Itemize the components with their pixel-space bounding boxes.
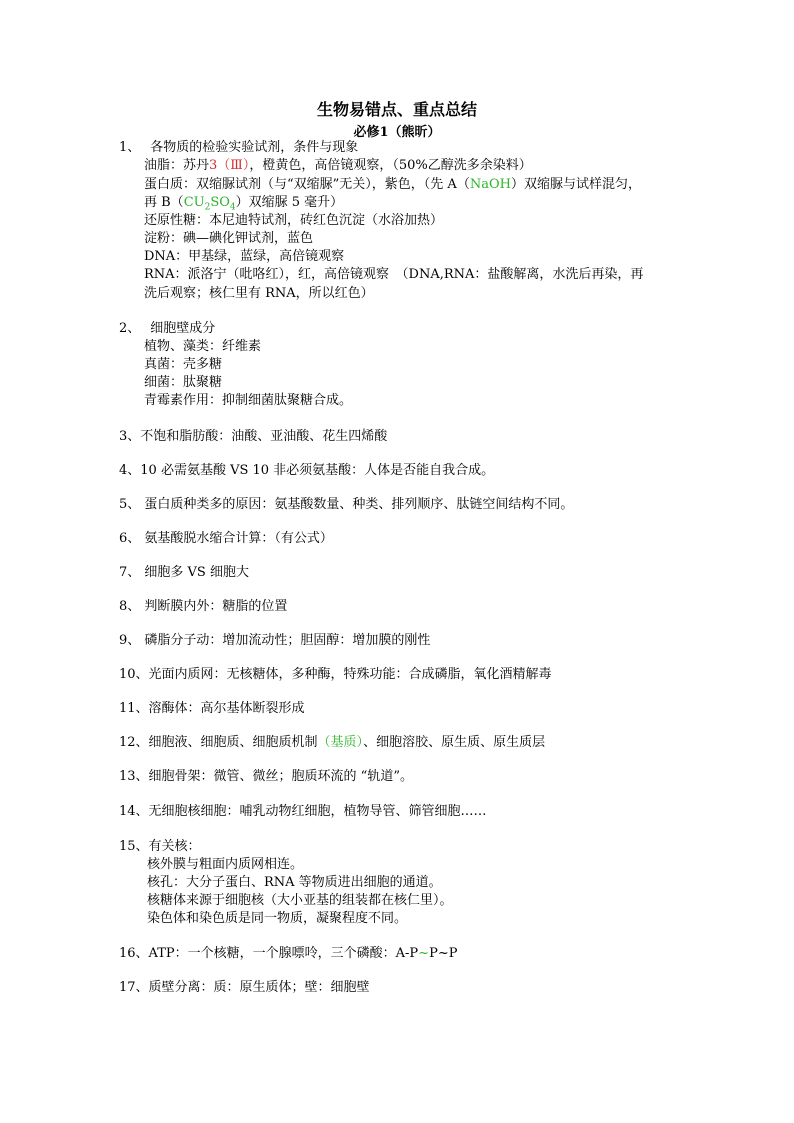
item-12-text-rest: 、细胞溶胶、原生质、原生质层 xyxy=(363,735,546,750)
doc-subtitle: 必修1（熊昕） xyxy=(353,125,441,140)
item-number: 15、 xyxy=(119,839,149,854)
item-12-text: 12、细胞液、细胞质、细胞质机制 xyxy=(119,735,318,750)
cu-text: CU xyxy=(183,195,205,210)
protein-text: 蛋白质：双缩脲试剂（与“双缩脲”无关），紫色，（先 A（ xyxy=(144,177,470,192)
item-1-rna: RNA：派洛宁（吡咯红），红，高倍镜观察 （DNA,RNA：盐酸解离，水洗后再染，再 xyxy=(144,267,644,282)
item-7: 7、 细胞多 VS 细胞大 xyxy=(119,565,249,580)
item-number: 1、 xyxy=(119,140,141,155)
item-5: 5、 蛋白质种类多的原因：氨基酸数量、种类、排列顺序、肽链空间结构不同。 xyxy=(119,497,574,512)
item-1-protein xyxy=(144,176,641,193)
protein2-text-rest: ）双缩脲 5 毫升） xyxy=(235,195,344,210)
item-13: 13、细胞骨架：微管、微丝；胞质环流的 “轨道”。 xyxy=(119,769,413,784)
item-16-text: 16、ATP：一个核糖，一个腺嘌呤，三个磷酸：A-P xyxy=(119,946,419,961)
item-2-penicillin: 青霉素作用：抑制细菌肽聚糖合成。 xyxy=(144,393,353,408)
item-1-starch: 淀粉：碘—碘化钾试剂，蓝色 xyxy=(144,231,314,246)
item-16 xyxy=(119,945,457,962)
so-text: SO xyxy=(210,195,230,210)
item-15-line-1: 核外膜与粗面内质网相连。 xyxy=(147,857,304,872)
high-energy-bond-highlight: ~ xyxy=(418,946,430,961)
fat-text-rest: ，橙黄色，高倍镜观察，（50%乙醇洗多余染料） xyxy=(249,158,532,173)
item-2-bacteria: 细菌：肽聚糖 xyxy=(144,375,223,390)
item-1-protein-2 xyxy=(144,194,343,211)
naoh-highlight: NaOH xyxy=(469,177,511,192)
item-11: 11、溶酶体：高尔基体断裂形成 xyxy=(119,701,305,716)
item-8: 8、 判断膜内外：糖脂的位置 xyxy=(119,599,288,614)
item-12 xyxy=(119,734,545,751)
item-4: 4、10 必需氨基酸 VS 10 非必须氨基酸：人体是否能自我合成。 xyxy=(119,463,495,478)
item-2-heading xyxy=(119,320,215,337)
item-text: 各物质的检验实验试剂，条件与现象 xyxy=(150,140,359,155)
cu-subscript: 2 xyxy=(204,202,211,213)
item-15-heading xyxy=(119,838,201,855)
item-9: 9、 磷脂分子动：增加流动性；胆固醇：增加膜的刚性 xyxy=(119,633,431,648)
item-3: 3、不饱和脂肪酸：油酸、亚油酸、花生四烯酸 xyxy=(119,429,388,444)
doc-title: 生物易错点、重点总结 xyxy=(316,100,477,119)
item-2-fungi: 真菌：壳多糖 xyxy=(144,357,223,372)
item-2-plant: 植物、藻类：纤维素 xyxy=(144,339,262,354)
so-subscript: 4 xyxy=(229,202,236,213)
item-1-dna: DNA：甲基绿，蓝绿，高倍镜观察 xyxy=(144,249,345,264)
item-6: 6、 氨基酸脱水缩合计算：（有公式） xyxy=(119,531,333,546)
item-1-fat xyxy=(144,157,532,174)
item-15-line-2: 核孔：大分子蛋白、RNA 等物质进出细胞的通道。 xyxy=(147,875,442,890)
item-1-heading xyxy=(119,139,358,156)
sudan-highlight: 3（Ⅲ） xyxy=(209,158,250,173)
item-1-sugar: 还原性糖：本尼迪特试剂，砖红色沉淀（水浴加热） xyxy=(144,213,444,228)
item-10: 10、光面内质网：无核糖体，多种酶，特殊功能：合成磷脂，氧化酒精解毒 xyxy=(119,667,552,682)
item-16-text-rest: P~P xyxy=(429,946,458,961)
matrix-highlight: （基质） xyxy=(317,735,364,750)
protein-text-rest: ）双缩脲与试样混匀， xyxy=(510,177,641,192)
cuso4-highlight xyxy=(183,195,236,213)
protein2-text: 再 B（ xyxy=(144,195,184,210)
item-17: 17、质壁分离：质：原生质体；壁：细胞壁 xyxy=(119,980,370,995)
item-15-line-3: 核糖体来源于细胞核（大小亚基的组装都在核仁里）。 xyxy=(147,893,453,908)
item-text: 细胞壁成分 xyxy=(150,321,216,336)
item-15-line-4: 染色体和染色质是同一物质，凝聚程度不同。 xyxy=(147,911,408,926)
item-number: 2、 xyxy=(119,321,141,336)
item-text: 有关核： xyxy=(148,839,201,854)
item-14: 14、无细胞核细胞：哺乳动物红细胞，植物导管、筛管细胞…… xyxy=(119,804,487,819)
item-1-rna-2: 洗后观察；核仁里有 RNA，所以红色） xyxy=(144,286,374,301)
fat-text: 油脂：苏丹 xyxy=(144,158,210,173)
